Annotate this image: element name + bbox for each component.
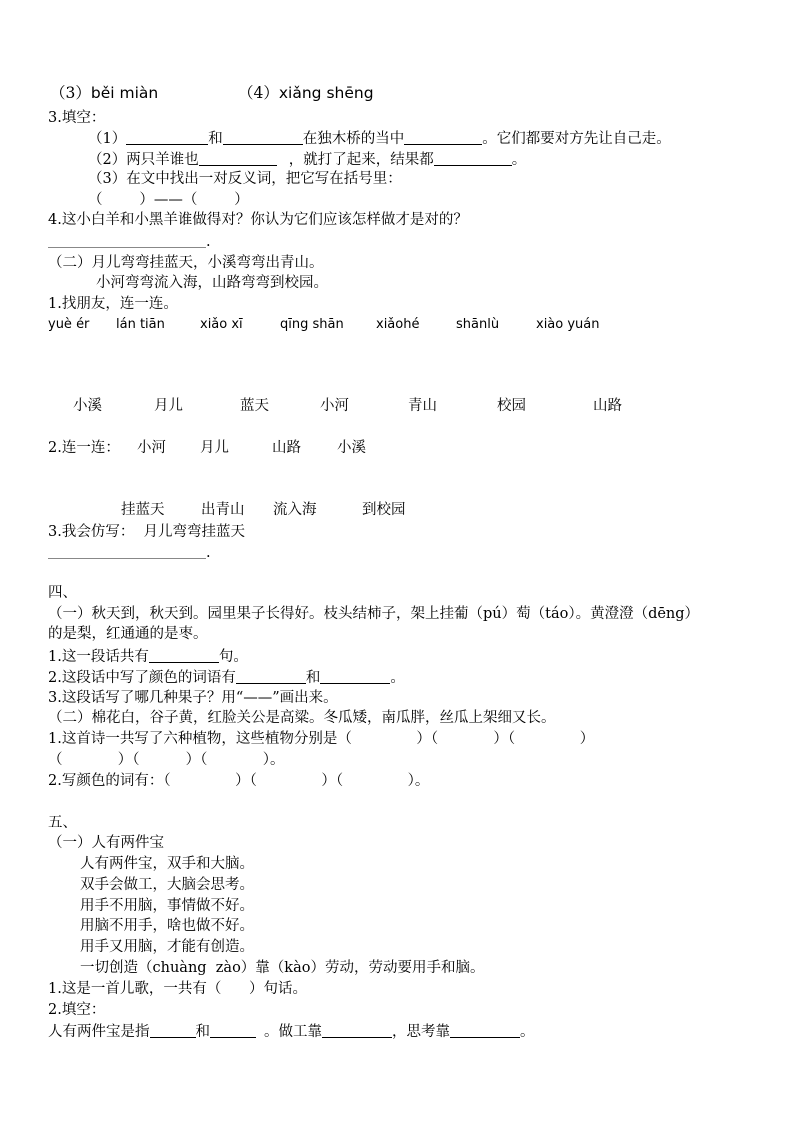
word-row-item[interactable]: 青山 xyxy=(408,398,437,414)
poem-line: 用手不用脑，事情做不好。 xyxy=(80,898,254,914)
pinyin-text-4: xiǎng shēng xyxy=(278,84,374,102)
section-4-p2-question-2[interactable]: 2.写颜色的词有：（ ）（ ）（ ）。 xyxy=(48,773,430,789)
section-4-question-1 xyxy=(48,648,248,666)
pinyin-row-item[interactable]: lán tiān xyxy=(116,317,165,332)
answer-line-end: . xyxy=(206,545,211,561)
section-4-question-3: 3.这段话写了哪几种果子？用“——”画出来。 xyxy=(48,690,338,706)
pinyin-text-3: běi miàn xyxy=(90,84,159,102)
word-row-item[interactable]: 蓝天 xyxy=(240,398,269,414)
pinyin-number-3: （3） xyxy=(50,84,91,102)
section-4-passage-line-1: （一）秋天到，秋天到。园里果子长得好。枝头结柿子，架上挂葡（pú）萄（táo）。黄澄澄（dēng） xyxy=(48,606,700,622)
q3-2-end: 。 xyxy=(511,152,527,168)
s4-q2-and: 和 xyxy=(305,670,321,686)
section-5-subtitle: （一）人有两件宝 xyxy=(48,835,164,851)
connect-top-item[interactable]: 山路 xyxy=(272,440,301,456)
word-row-item[interactable]: 月儿 xyxy=(154,398,183,414)
word-row-item[interactable]: 校园 xyxy=(497,398,526,414)
connect-bottom-item[interactable]: 流入海 xyxy=(273,502,317,518)
section-5-title: 五、 xyxy=(48,815,77,831)
part-2-question-3: 3.我会仿写： 月儿弯弯挂蓝天 xyxy=(48,524,246,540)
pinyin-row-item[interactable]: qīng shān xyxy=(280,317,344,332)
s4-q2-end: 。 xyxy=(390,670,405,686)
q3-1-middle: 在独木桥的当中 xyxy=(302,131,405,147)
question-3-title: 3.填空： xyxy=(48,110,106,126)
answer-line[interactable] xyxy=(48,558,206,559)
q3-1-label: （1） xyxy=(88,131,127,147)
answer-blank[interactable] xyxy=(126,130,208,145)
question-4: 4.这小白羊和小黑羊谁做得对？你认为它们应该怎样做才是对的？ xyxy=(48,212,468,228)
section-4-question-2 xyxy=(48,669,405,687)
section-4-p2-question-1-cont[interactable]: （ ）（ ）（ ）。 xyxy=(48,752,285,768)
pinyin-row-item[interactable]: yuè ér xyxy=(48,317,90,332)
answer-blank[interactable] xyxy=(434,151,512,166)
section-5-question-2: 2.填空： xyxy=(48,1002,106,1018)
s5-q2-work: 。做工靠 xyxy=(264,1024,322,1040)
answer-blank[interactable] xyxy=(236,669,306,684)
section-4-passage-2: （二）棉花白，谷子黄，红脸关公是高粱。冬瓜矮，南瓜胖，丝瓜上架细又长。 xyxy=(48,710,556,726)
answer-blank[interactable] xyxy=(150,1023,196,1038)
connect-bottom-item[interactable]: 出青山 xyxy=(201,502,245,518)
answer-blank[interactable] xyxy=(223,130,303,145)
section-4-passage-line-2: 的是梨，红通通的是枣。 xyxy=(48,626,208,642)
poem-line: 双手会做工，大脑会思考。 xyxy=(80,877,254,893)
q3-2-middle: ，就打了起来，结果都 xyxy=(288,152,434,168)
pinyin-row-item[interactable]: shānlù xyxy=(456,317,500,332)
answer-blank[interactable] xyxy=(210,1023,256,1038)
part-2-question-1: 1.找朋友，连一连。 xyxy=(48,296,178,312)
poem-line: 人有两件宝，双手和大脑。 xyxy=(80,856,254,872)
answer-blank[interactable] xyxy=(199,151,277,166)
pinyin-row-item[interactable]: xiǎo xī xyxy=(200,317,243,332)
answer-blank[interactable] xyxy=(320,669,390,684)
s5-q2-and: 和 xyxy=(195,1024,210,1040)
answer-blank[interactable] xyxy=(322,1023,392,1038)
word-row-item[interactable]: 小溪 xyxy=(73,398,102,414)
s4-q1-start: 1.这一段话共有 xyxy=(48,649,149,665)
part-2-question-2: 2.连一连： xyxy=(48,440,120,456)
answer-blank[interactable] xyxy=(450,1023,520,1038)
s5-q2-start: 人有两件宝是指 xyxy=(48,1024,150,1040)
question-3-3: （3）在文中找出一对反义词，把它写在括号里： xyxy=(88,171,402,187)
pinyin-row-item[interactable]: xiǎohé xyxy=(376,317,420,332)
answer-line-end: . xyxy=(206,234,211,250)
section-5-question-2-fill xyxy=(48,1023,535,1041)
connect-top-item[interactable]: 小河 xyxy=(137,440,166,456)
poem-line: 一切创造（chuàng zào）靠（kào）劳动，劳动要用手和脑。 xyxy=(80,960,485,976)
question-3-2 xyxy=(88,151,526,169)
q3-1-end: 。它们都要对方先让自己走。 xyxy=(482,131,671,147)
s4-q1-end: 句。 xyxy=(218,649,248,665)
section-4-title: 四、 xyxy=(48,585,77,601)
poem-line: 用脑不用手，啥也做不好。 xyxy=(80,918,254,934)
connect-top-item[interactable]: 小溪 xyxy=(337,440,366,456)
pinyin-row-item[interactable]: xiào yuán xyxy=(536,317,600,332)
s4-q2-start: 2.这段话中写了颜色的词语有 xyxy=(48,670,236,686)
word-row-item[interactable]: 小河 xyxy=(320,398,349,414)
section-4-p2-question-1[interactable]: 1.这首诗一共写了六种植物，这些植物分别是（ ）（ ）（ ） xyxy=(48,731,595,747)
connect-bottom-item[interactable]: 挂蓝天 xyxy=(121,502,165,518)
answer-blank[interactable] xyxy=(404,130,482,145)
pinyin-item-4 xyxy=(238,84,374,103)
s5-q2-end: 。 xyxy=(520,1024,535,1040)
word-row-item[interactable]: 山路 xyxy=(593,398,622,414)
pinyin-number-4: （4） xyxy=(238,84,279,102)
question-3-1 xyxy=(88,130,671,148)
answer-blank[interactable] xyxy=(149,648,219,663)
part-2-title: （二）月儿弯弯挂蓝天，小溪弯弯出青山。 xyxy=(48,255,324,271)
s5-q2-think: ，思考靠 xyxy=(392,1024,450,1040)
poem-line: 用手又用脑，才能有创造。 xyxy=(80,939,254,955)
antonym-brackets[interactable]: （ ）——（ ） xyxy=(88,192,249,208)
part-2-line-2: 小河弯弯流入海，山路弯弯到校园。 xyxy=(96,275,328,291)
connect-bottom-item[interactable]: 到校园 xyxy=(362,502,406,518)
q3-2-start: （2）两只羊谁也 xyxy=(88,152,199,168)
section-5-question-1[interactable]: 1.这是一首儿歌，一共有（ ）句话。 xyxy=(48,981,307,997)
pinyin-item-3 xyxy=(50,84,158,103)
answer-line[interactable] xyxy=(48,247,206,248)
connect-top-item[interactable]: 月儿 xyxy=(200,440,229,456)
q3-1-and: 和 xyxy=(208,131,223,147)
